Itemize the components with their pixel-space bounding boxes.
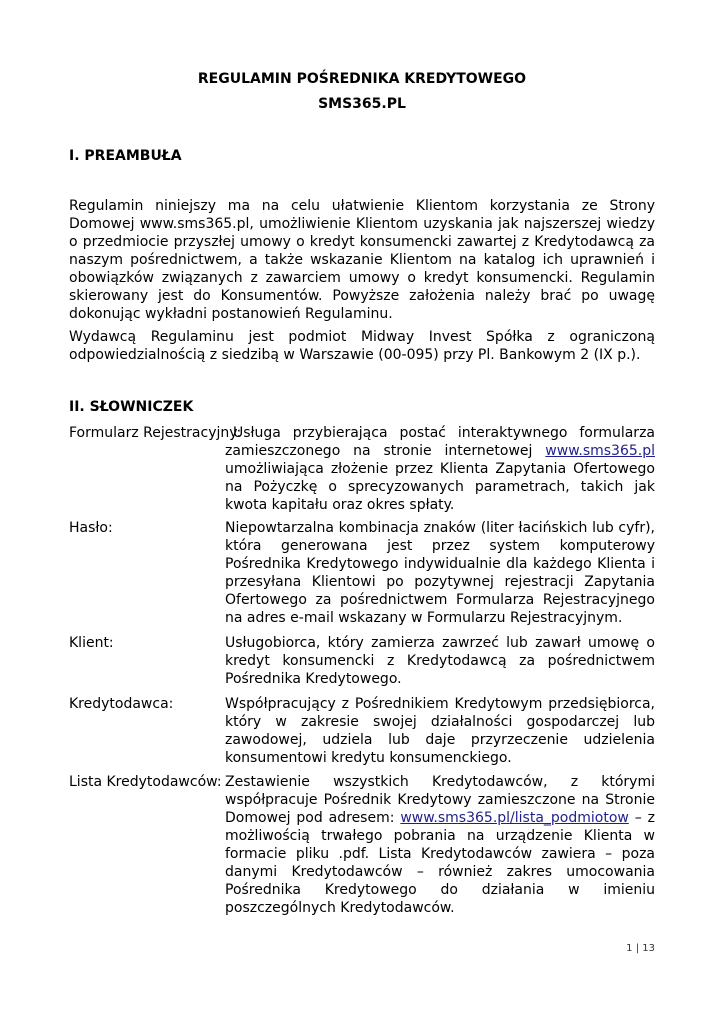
preamble-paragraph-2: Wydawcą Regulaminu jest podmiot Midway Invest Spółka z ograniczoną odpowiedzialnością z siedzibą w Warszawie (00-095) przy Pl. Bankowym 2 (IX p.). [69, 329, 655, 363]
glossary-term: Kredytodawca: [69, 696, 174, 712]
document-subtitle: SMS365.PL [318, 96, 406, 112]
glossary-definition: Współpracujący z Pośrednikiem Kredytowym przedsiębiorca, który w zakresie swojej działalności gospodarczej lub zawodowej, udziela lub daje przyrzeczenie udzielenia konsumentowi kredytu konsumenckiego. [225, 696, 655, 766]
glossary-definition: Usługa przybierająca postać interaktywnego formularza zamieszczonego na stronie internetowej www.sms365.pl umożliwiająca złożenie przez Klienta Zapytania Ofertowego na Pożyczkę o sprecyzowanych parametrach, takich jak kwota kapitału oraz okres spłaty. [225, 425, 655, 513]
lista-podmiotow-link[interactable]: www.sms365.pl/lista_podmiotow [400, 810, 629, 826]
glossary-term: Lista Kredytodawców: [69, 774, 222, 790]
section-heading-glossary: II. SŁOWNICZEK [69, 399, 194, 415]
glossary-term: Klient: [69, 635, 114, 651]
glossary-definition: Usługobiorca, który zamierza zawrzeć lub zawarł umowę o kredyt konsumencki z Kredytodawcą za pośrednictwem Pośrednika Kredytowego. [225, 635, 655, 687]
sms365-link[interactable]: www.sms365.pl [545, 443, 655, 459]
document-title: REGULAMIN POŚREDNIKA KREDYTOWEGO [197, 71, 527, 87]
glossary-definition: Zestawienie wszystkich Kredytodawców, z którymi współpracuje Pośrednik Kredytowy zamieszczone na Stronie Domowej pod adresem: www.sms365.pl/lista_podmiotow – z możliwością trwałego pobrania na urządzenie Klienta w formacie pliku .pdf. Lista Kredytodawców zawiera – poza danymi Kredytodawców – również zakres umocowania Pośrednika Kredytowego do działania w imieniu poszczególnych Kredytodawców. [225, 774, 656, 916]
glossary-term: Hasło: [69, 520, 113, 536]
preamble-paragraph-1: Regulamin niniejszy ma na celu ułatwienie Klientom korzystania ze Strony Domowej www.sms365.pl, umożliwienie Klientom uzyskania jak najszerszej wiedzy o przedmiocie przyszłej umowy o kredyt konsumencki zawartej z Kredytodawcą za naszym pośrednictwem, a także wskazanie Klientom na katalog ich uprawnień i obowiązków związanych z zawarciem umowy o kredyt konsumencki. Regulamin skierowany jest do Konsumentów. Powyższe założenia należy brać po uwagę dokonując wykładni postanowień Regulaminu. [69, 198, 655, 322]
section-heading-preamble: I. PREAMBUŁA [69, 148, 182, 164]
glossary-definition: Niepowtarzalna kombinacja znaków (liter łacińskich lub cyfr), która generowana jest przez system komputerowy Pośrednika Kredytowego indywidualnie dla każdego Klienta i przesyłana Klientowi po pozytywnej rejestracji Zapytania Ofertowego za pośrednictwem Formularza Rejestracyjnego na adres e-mail wskazany w Formularzu Rejestracyjnym. [225, 520, 655, 626]
glossary-term: Formularz Rejestracyjny: [69, 425, 242, 441]
page-number: 1 | 13 [626, 943, 655, 954]
